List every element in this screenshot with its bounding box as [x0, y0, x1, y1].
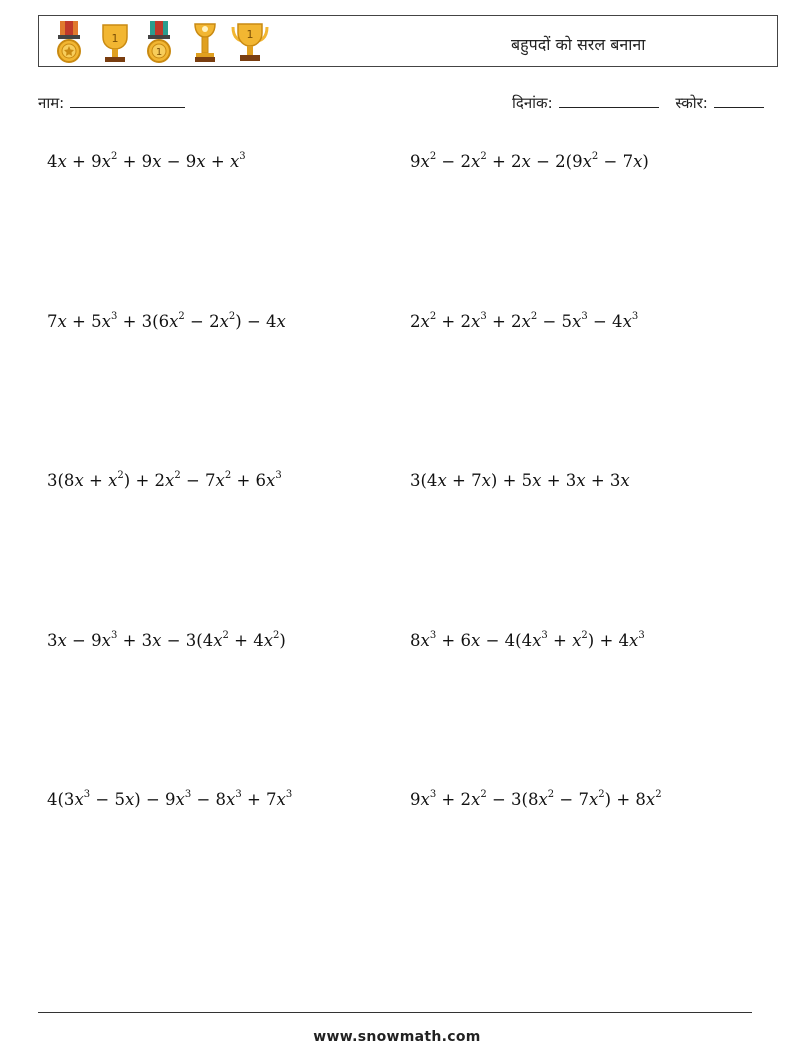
- variable: x: [582, 152, 592, 171]
- exponent: 3: [581, 310, 588, 322]
- term-text: 4: [47, 152, 58, 171]
- term-text: 2: [410, 312, 421, 331]
- exponent: 3: [239, 150, 246, 162]
- score-label: स्कोर:: [675, 94, 708, 112]
- problem-1: [47, 152, 246, 171]
- exponent: 2: [117, 469, 124, 481]
- variable: x: [420, 152, 430, 171]
- term-text: − 8: [191, 790, 227, 809]
- term-text: − 2: [184, 312, 220, 331]
- variable: x: [219, 312, 229, 331]
- exponent: 2: [480, 788, 487, 800]
- term-text: + 2: [486, 312, 522, 331]
- problem-8: [410, 631, 645, 650]
- trophy-cup-icon: [93, 19, 138, 65]
- name-blank[interactable]: [70, 93, 185, 108]
- exponent: 2: [228, 310, 236, 322]
- term-text: + 4: [228, 631, 264, 650]
- term-text: ) − 9: [134, 790, 176, 809]
- problem-2: [410, 152, 649, 171]
- exponent: 3: [235, 788, 242, 800]
- variable: x: [420, 312, 430, 331]
- exponent: 2: [480, 150, 487, 162]
- term-text: + 9: [66, 152, 102, 171]
- variable: x: [633, 152, 643, 171]
- term-text: − 7: [180, 471, 216, 490]
- variable: x: [57, 631, 67, 650]
- exponent: 3: [110, 310, 118, 322]
- variable: x: [471, 312, 481, 331]
- term-text: + 2: [436, 790, 472, 809]
- term-text: 3(8: [47, 471, 75, 490]
- term-text: ) + 4: [587, 631, 630, 650]
- variable: x: [213, 631, 223, 650]
- variable: x: [572, 312, 582, 331]
- term-text: − 9: [161, 152, 197, 171]
- variable: x: [276, 790, 286, 809]
- date-label: दिनांक:: [512, 94, 553, 112]
- variable: x: [532, 631, 542, 650]
- trophy-one-icon: [228, 19, 273, 65]
- variable: x: [152, 631, 162, 650]
- exponent: 3: [83, 788, 91, 800]
- exponent: 3: [480, 310, 487, 322]
- term-text: − 5: [90, 790, 125, 809]
- svg-text:1: 1: [111, 32, 119, 45]
- term-text: + 2: [486, 152, 522, 171]
- term-text: − 3(8: [486, 790, 539, 809]
- term-text: + 2: [436, 312, 472, 331]
- term-text: +: [83, 471, 109, 490]
- term-text: − 4(4: [480, 631, 533, 650]
- header-box: [38, 15, 778, 67]
- exponent: 2: [222, 629, 229, 641]
- term-text: ) + 5: [490, 471, 533, 490]
- term-text: ) + 8: [604, 790, 646, 809]
- problem-5: [47, 471, 282, 490]
- variable: x: [74, 790, 84, 809]
- variable: x: [152, 152, 162, 171]
- footer-url[interactable]: www.snowmath.com: [313, 1029, 481, 1045]
- exponent: 2: [655, 788, 662, 800]
- variable: x: [57, 152, 67, 171]
- medal-one-icon: [138, 19, 183, 65]
- variable: x: [276, 312, 286, 331]
- variable: x: [263, 631, 274, 650]
- term-text: 7: [47, 312, 58, 331]
- date-score-fields: [512, 93, 764, 113]
- variable: x: [124, 790, 135, 809]
- problem-10: [410, 790, 662, 809]
- term-text: ): [642, 152, 649, 171]
- exponent: 3: [285, 788, 293, 800]
- variable: x: [196, 152, 206, 171]
- exponent: 3: [275, 469, 282, 481]
- term-text: 3: [47, 631, 58, 650]
- score-blank[interactable]: [714, 93, 764, 108]
- variable: x: [101, 312, 111, 331]
- exponent: 2: [224, 469, 232, 481]
- variable: x: [629, 631, 639, 650]
- page-title: बहुपदों को सरल बनाना: [511, 35, 646, 54]
- exponent: 3: [631, 310, 639, 322]
- term-text: +: [547, 631, 573, 650]
- variable: x: [420, 631, 430, 650]
- variable: x: [420, 790, 430, 809]
- problem-4: [410, 312, 638, 331]
- exponent: 2: [429, 150, 437, 162]
- name-field[interactable]: [38, 93, 185, 113]
- term-text: + 3(6: [117, 312, 170, 331]
- term-text: +: [205, 152, 230, 171]
- exponent: 3: [184, 788, 192, 800]
- term-text: − 9: [66, 631, 102, 650]
- problem-9: [47, 790, 292, 809]
- term-text: ) − 4: [235, 312, 277, 331]
- term-text: + 5: [66, 312, 102, 331]
- problem-6: [410, 471, 630, 490]
- variable: x: [101, 152, 111, 171]
- variable: x: [215, 471, 225, 490]
- exponent: 2: [581, 629, 588, 641]
- problem-7: [47, 631, 286, 650]
- term-text: − 2(9: [530, 152, 583, 171]
- variable: x: [437, 471, 447, 490]
- exponent: 3: [429, 629, 437, 641]
- exponent: 2: [174, 469, 181, 481]
- term-text: + 6: [231, 471, 267, 490]
- variable: x: [532, 471, 542, 490]
- variable: x: [572, 631, 582, 650]
- exponent: 2: [273, 629, 280, 641]
- variable: x: [471, 152, 481, 171]
- term-text: − 2: [436, 152, 472, 171]
- term-text: ) + 2: [123, 471, 166, 490]
- term-text: − 3(4: [161, 631, 214, 650]
- variable: x: [521, 312, 531, 331]
- exponent: 3: [638, 629, 645, 641]
- variable: x: [74, 471, 84, 490]
- variable: x: [471, 631, 481, 650]
- variable: x: [266, 471, 276, 490]
- term-text: + 3: [585, 471, 621, 490]
- svg-text:1: 1: [246, 28, 254, 41]
- variable: x: [645, 790, 656, 809]
- footer-divider: [38, 1012, 752, 1013]
- exponent: 3: [110, 629, 118, 641]
- variable: x: [57, 312, 67, 331]
- name-label: नाम:: [38, 94, 65, 112]
- term-text: + 3: [541, 471, 577, 490]
- exponent: 2: [110, 150, 118, 162]
- variable: x: [169, 312, 179, 331]
- term-text: 8: [410, 631, 421, 650]
- problem-3: [47, 312, 286, 331]
- term-text: 9: [410, 790, 421, 809]
- exponent: 2: [547, 788, 555, 800]
- variable: x: [576, 471, 586, 490]
- term-text: + 7: [446, 471, 482, 490]
- term-text: − 7: [554, 790, 589, 809]
- exponent: 3: [541, 629, 548, 641]
- variable: x: [620, 471, 630, 490]
- term-text: ): [279, 631, 286, 650]
- exponent: 2: [429, 310, 437, 322]
- variable: x: [521, 152, 531, 171]
- term-text: − 5: [537, 312, 573, 331]
- variable: x: [229, 152, 240, 171]
- variable: x: [226, 790, 236, 809]
- variable: x: [538, 790, 548, 809]
- variable: x: [588, 790, 599, 809]
- award-icons: [48, 19, 273, 65]
- term-text: + 3: [117, 631, 153, 650]
- term-text: − 4: [587, 312, 623, 331]
- variable: x: [165, 471, 175, 490]
- date-blank[interactable]: [559, 93, 659, 108]
- svg-text:1: 1: [155, 47, 163, 58]
- term-text: + 9: [117, 152, 153, 171]
- term-text: − 7: [598, 152, 634, 171]
- trophy-goblet-icon: [183, 19, 228, 65]
- exponent: 2: [178, 310, 185, 322]
- term-text: + 6: [436, 631, 472, 650]
- term-text: 3(4: [410, 471, 438, 490]
- variable: x: [108, 471, 118, 490]
- exponent: 2: [591, 150, 599, 162]
- variable: x: [471, 790, 481, 809]
- term-text: 4(3: [47, 790, 75, 809]
- variable: x: [101, 631, 111, 650]
- variable: x: [481, 471, 491, 490]
- variable: x: [175, 790, 185, 809]
- variable: x: [622, 312, 632, 331]
- medal-star-icon: [48, 19, 93, 65]
- exponent: 2: [598, 788, 605, 800]
- exponent: 2: [530, 310, 538, 322]
- exponent: 3: [429, 788, 437, 800]
- term-text: + 7: [241, 790, 277, 809]
- term-text: 9: [410, 152, 421, 171]
